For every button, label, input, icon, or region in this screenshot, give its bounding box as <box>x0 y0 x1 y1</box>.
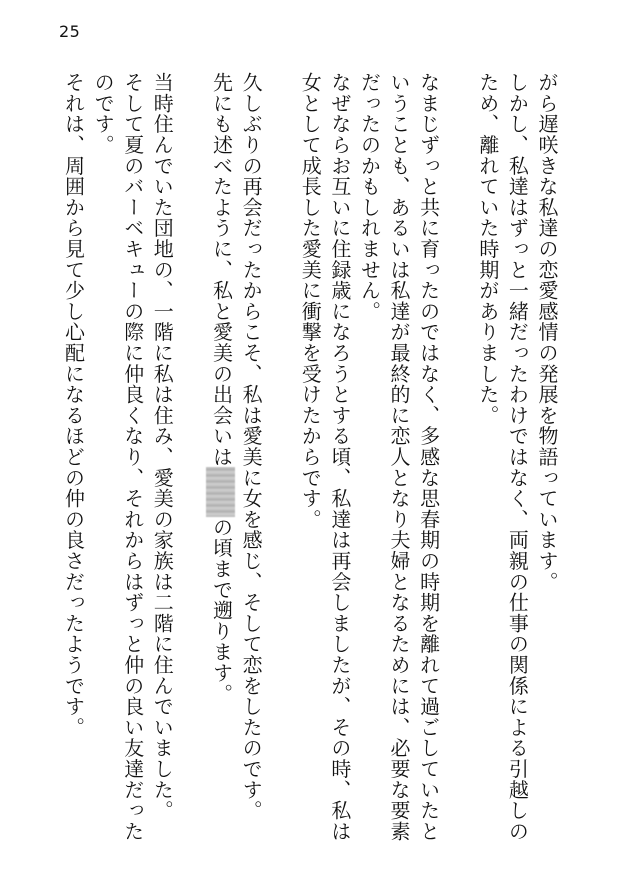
paragraph-6-before: 先にも述べたように、私と愛美の出会いは <box>209 72 234 468</box>
paragraph-5: 久しぶりの再会だったからこそ、私は愛美に女を感じ、そして恋をしたのです。 <box>239 72 264 821</box>
paragraph-7: 当時住んでいた団地の、一階に私は住み、愛美の家族は二階に住んでいました。 <box>150 72 175 821</box>
page-number: 25 <box>59 22 81 41</box>
paragraph-2: しかし、私達はずっと一緒だったわけではなく、両親の仕事の関係による引越しのため、離れていた時期がありました。 <box>475 72 530 842</box>
paragraph-1: がら遅咲きな私達の恋愛感情の発展を物語っています。 <box>535 72 559 592</box>
paragraph-4: なぜならお互いに住録歳になろうとする頃、私達は再会しましたが、その時、私は女として成長した愛美に衝撃を受けたからです。 <box>298 72 352 842</box>
paragraph-6-after: の頃まで遡ります。 <box>209 516 234 705</box>
redacted-mark <box>206 467 236 517</box>
paragraph-8: そして夏のバーベキューの際に仲良くなり、それからはずっと仲の良い友達だったのです。 <box>91 72 145 842</box>
paragraph-9: それは、周囲から見て少し心配になるほどの仲の良さだったようです。 <box>61 72 86 738</box>
paragraph-3: なまじずっと共に育ったのではなく、多感な思春期の時期を離れて過ごしていたということも、あるいは私達が最終的に恋人となり夫婦となるためには、必要な要素だったのかもしれません。 <box>357 72 441 842</box>
paragraph-6 <box>206 72 236 852</box>
body-text <box>28 72 561 852</box>
